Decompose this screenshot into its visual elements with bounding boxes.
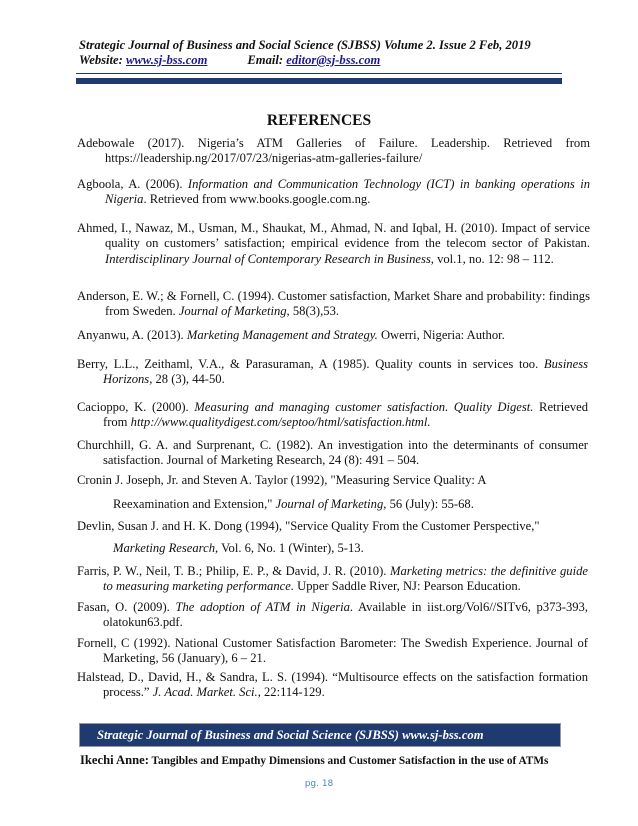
reference-entry: Devlin, Susan J. and H. K. Dong (1994), "Service Quality From the Customer Perspective," bbox=[77, 519, 540, 533]
journal-title-line: Strategic Journal of Business and Social Science (SJBSS) Volume 2. Issue 2 Feb, 2019 bbox=[79, 38, 531, 52]
reference-entry: Fasan, O. (2009). The adoption of ATM in Nigeria. Available in iist.org/Vol6//SITv6, p373-393, olatokun63.pdf. bbox=[77, 600, 588, 630]
author-name: Ikechi Anne: bbox=[80, 753, 149, 767]
reference-entry: Fornell, C (1992). National Customer Satisfaction Barometer: The Swedish Experience. Journal of Marketing, 56 (January), 6 – 21. bbox=[77, 636, 588, 666]
author-line bbox=[80, 753, 570, 768]
website-label: Website: bbox=[79, 53, 123, 67]
article-title: Tangibles and Empathy Dimensions and Customer Satisfaction in the use of ATMs bbox=[148, 755, 549, 767]
reference-entry: Anyanwu, A. (2013). Marketing Management and Strategy. Owerri, Nigeria: Author. bbox=[77, 328, 505, 342]
reference-entry: Berry, L.L., Zeithaml, V.A., & Parasuraman, A (1985). Quality counts in services too. Business Horizons, 28 (3), 44-50. bbox=[77, 357, 588, 387]
reference-entry-continuation: Marketing Research, Vol. 6, No. 1 (Winter), 5-13. bbox=[113, 541, 364, 555]
reference-entry: Anderson, E. W.; & Fornell, C. (1994). Customer satisfaction, Market Share and probability: findings from Sweden. Journal of Marketing, 58(3),53. bbox=[77, 289, 590, 319]
reference-entry: Churchhill, G. A. and Surprenant, C. (1982). An investigation into the determinants of consumer satisfaction. Journal of Marketing Research, 24 (8): 491 – 504. bbox=[77, 438, 588, 468]
reference-entry: Adebowale (2017). Nigeria’s ATM Galleries of Failure. Leadership. Retrieved from https://leadership.ng/2017/07/23/nigerias-atm-galleries-failure/ bbox=[77, 136, 590, 166]
reference-entry: Halstead, D., David, H., & Sandra, L. S. (1994). “Multisource effects on the satisfaction formation process.” J. Acad. Market. Sci., 22:114-129. bbox=[77, 670, 588, 700]
email-link[interactable]: editor@sj-bss.com bbox=[286, 53, 381, 67]
header-rule-thin bbox=[76, 73, 562, 74]
journal-header bbox=[79, 38, 579, 68]
email-label: Email: bbox=[247, 53, 284, 67]
references-heading: REFERENCES bbox=[266, 112, 372, 129]
website-link[interactable]: www.sj-bss.com bbox=[126, 53, 208, 67]
reference-entry: Cronin J. Joseph, Jr. and Steven A. Taylor (1992), "Measuring Service Quality: A bbox=[77, 473, 487, 487]
header-rule-thick bbox=[76, 78, 562, 84]
reference-entry: Cacioppo, K. (2000). Measuring and managing customer satisfaction. Quality Digest. Retrieved from http://www.qualitydigest.com/septoo/html/satisfaction.html. bbox=[77, 400, 589, 430]
contact-line bbox=[79, 53, 579, 68]
reference-entry: Agboola, A. (2006). Information and Communication Technology (ICT) in banking operations in Nigeria. Retrieved from www.books.google.com.ng. bbox=[77, 177, 590, 207]
reference-entry: Ahmed, I., Nawaz, M., Usman, M., Shaukat, M., Ahmad, N. and Iqbal, H. (2010). Impact of service quality on customers’ satisfaction; empirical evidence from the telecom sector of Pakistan. Interdisciplinary Journal of Contemporary Research in Business, vol.1, no. 12: 98 – 112. bbox=[77, 221, 590, 266]
footer-band: Strategic Journal of Business and Social Science (SJBSS) www.sj-bss.com bbox=[79, 723, 561, 747]
reference-entry: Farris, P. W., Neil, T. B.; Philip, E. P., & David, J. R. (2010). Marketing metrics: the definitive guide to measuring marketing performance. Upper Saddle River, NJ: Pearson Education. bbox=[77, 564, 588, 594]
page-number: pg. 18 bbox=[304, 779, 334, 789]
reference-entry-continuation: Reexamination and Extension," Journal of Marketing, 56 (July): 55-68. bbox=[113, 497, 474, 511]
